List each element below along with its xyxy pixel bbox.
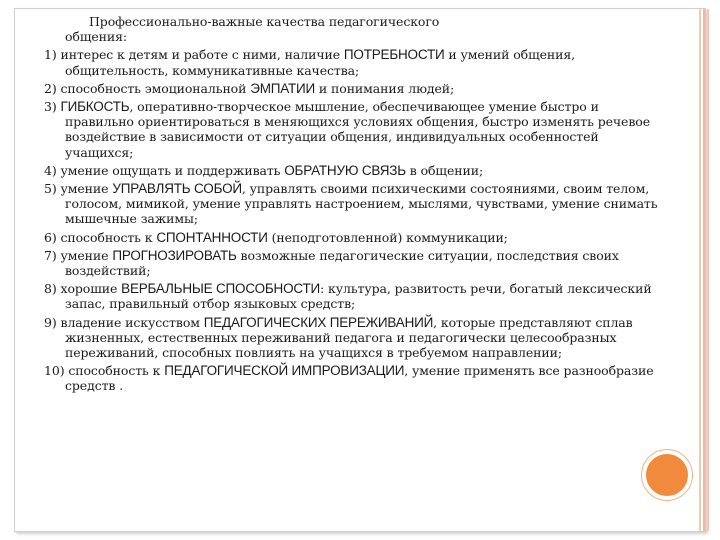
- list-item-2: [44, 81, 664, 96]
- list-item-prefix: 4) умение ощущать и поддерживать: [44, 162, 285, 178]
- list-item-keyword: ПРОГНОЗИРОВАТЬ: [112, 247, 237, 263]
- list-item-9: [44, 315, 664, 361]
- slide-title-line-1: Профессионально-важные качества педагогического: [89, 14, 440, 29]
- list-item-suffix: , которые представляют сплав жизненных, естественных переживаний педагога и педагогически целесообразных переживаний, способных повлиять на учащихся в требуемом направлении;: [65, 314, 633, 361]
- slide-content: [44, 14, 664, 397]
- list-item-prefix: 6) способность к: [44, 229, 157, 245]
- list-item-7: [44, 248, 664, 278]
- list-item-keyword: ПОТРЕБНОСТИ: [343, 47, 445, 63]
- list-item-10: [44, 363, 664, 393]
- list-item-keyword: ЭМПАТИИ: [250, 80, 316, 96]
- list-item-suffix: возможные педагогические ситуации, последствия своих воздействий;: [65, 247, 619, 279]
- accent-stripe: [699, 9, 711, 531]
- orange-circle-decoration: [642, 450, 692, 500]
- list-item-suffix: в общении;: [405, 162, 484, 178]
- list-item-5: [44, 181, 664, 227]
- list-item-prefix: 10) способность к: [44, 363, 165, 379]
- list-item-prefix: 2) способность эмоциональной: [44, 80, 251, 96]
- slide-title-line-2: общения:: [65, 29, 128, 45]
- list-item-prefix: 9) владение искусством: [44, 314, 204, 330]
- list-item-keyword: ОБРАТНУЮ СВЯЗЬ: [284, 162, 406, 178]
- list-item-keyword: УПРАВЛЯТЬ СОБОЙ: [112, 181, 242, 197]
- list-item-prefix: 8) хорошие: [44, 281, 122, 297]
- list-item-6: [44, 230, 664, 245]
- list-item-suffix: : культура, развитость речи, богатый лексический запас, правильный отбор языковых средств;: [65, 281, 652, 312]
- list-item-suffix: и понимания людей;: [315, 80, 455, 96]
- list-item-prefix: 7) умение: [44, 247, 113, 263]
- list-item-suffix: , оперативно-творческое мышление, обеспечивающее умение быстро и правильно ориентироваться в меняющихся условиях общения, быстро изменять речевое воздействие в зависимости от ситуации общения, индивидуальных особенностей учащихся;: [65, 99, 651, 160]
- slide-title: [44, 14, 664, 44]
- list-item-8: [44, 281, 664, 311]
- list-item-1: [44, 47, 664, 77]
- list-item-suffix: , умение применять все разнообразие средств .: [65, 363, 654, 394]
- list-item-3: [44, 99, 664, 160]
- list-item-keyword: СПОНТАННОСТИ: [156, 229, 268, 245]
- list-item-suffix: и умений общения, общительность, коммуникативные качества;: [65, 47, 576, 78]
- list-item-keyword: ГИБКОСТЬ: [60, 99, 130, 115]
- list-item-prefix: 5) умение: [44, 181, 113, 197]
- list-item-prefix: 1) интерес к детям и работе с ними, наличие: [44, 47, 344, 63]
- list-item-keyword: ПЕДАГОГИЧЕСКИХ ПЕРЕЖИВАНИЙ: [203, 314, 434, 330]
- list-item-keyword: ПЕДАГОГИЧЕСКОЙ ИМПРОВИЗАЦИИ: [164, 363, 405, 379]
- list-item-4: [44, 163, 664, 178]
- list-item-prefix: 3): [44, 99, 61, 115]
- list-item-keyword: ВЕРБАЛЬНЫЕ СПОСОБНОСТИ: [121, 281, 321, 297]
- list-item-suffix: , управлять своими психическими состояниями, своим телом, голосом, мимикой, умение управлять настроением, мыслями, чувствами, умение снимать мышечные зажимы;: [65, 181, 658, 227]
- list-item-suffix: (неподготовленной) коммуникации;: [267, 229, 508, 245]
